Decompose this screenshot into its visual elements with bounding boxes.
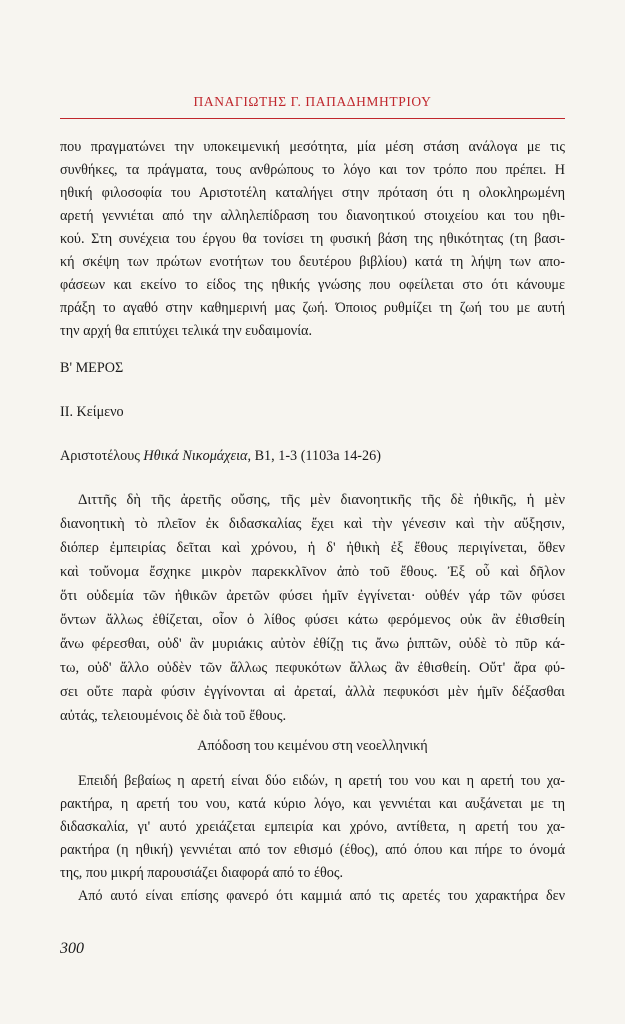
text-line: διδασκαλία, γι' αυτό χρειάζεται εμπειρία και χρόνο, αντίθετα, η αρετή του χα- xyxy=(60,819,565,835)
section-heading: Β' ΜΕΡΟΣ xyxy=(60,360,124,376)
text-line: της, που μικρή παρουσιάζει διαφορά από το έθος. xyxy=(60,865,344,881)
text-line: Από αυτό είναι επίσης φανερό ότι καμμιά από τις αρετές του χαρακτήρα δεν xyxy=(78,888,565,904)
greek-line: τω, οὐδ' ἄλλο οὐδὲν τῶν ἄλλως πεφυκότων ἄλλως ἂν ἐθισθείη. Οὔτ' ἄρα φύ- xyxy=(60,660,565,676)
text-line: φάσεων και εκείνο το είδος της ηθικής γνώσης που οφείλεται στο ότι κάνουμε xyxy=(60,277,565,293)
running-head: ΠΑΝΑΓΙΩΤΗΣ Γ. ΠΑΠΑΔΗΜΗΤΡΙΟΥ xyxy=(193,94,432,109)
greek-line: καὶ τοὔνομα ἔσχηκε μικρὸν παρεκκλῖνον ἀπὸ τοῦ ἔθους. Ἐξ οὗ καὶ δῆλον xyxy=(60,564,565,580)
intro-paragraph xyxy=(60,136,565,343)
greek-line: ὅτι οὐδεμία τῶν ἠθικῶν ἀρετῶν φύσει ἡμῖν ἐγγίνεται· οὐθέν γάρ τῶν φύσει xyxy=(60,588,565,604)
greek-line: σει οὔτε παρὰ φύσιν ἐγγίνονται αἱ ἀρεταί, ἀλλὰ πεφυκόσι μὲν ἡμῖν δέξασθαι xyxy=(60,684,565,700)
source-citation xyxy=(60,445,381,468)
translation-paragraph-1 xyxy=(60,770,565,885)
text-line: πράξη το αγαθό στην καθημερινή μας ζωή. Όποιος ρυθμίζει τη ζωή του με αυτή xyxy=(60,300,565,316)
greek-line: διόπερ ἐμπειρίας δεῖται καὶ χρόνου, ἡ δ' ἠθικὴ ἐξ ἔθους περιγίνεται, ὅθεν xyxy=(60,540,565,556)
text-line: ηθική φιλοσοφία του Αριστοτέλη καταλήγει στην πρόταση ότι η ολοκληρωμένη xyxy=(60,185,565,201)
greek-line: ὄντων ἄλλως ἐθίζεται, οἷον ὁ λίθος φύσει κάτω φερόμενος οὐκ ἂν ἐθισθείη xyxy=(60,612,565,628)
text-line: ρακτήρα (η ηθική) γεννιέται από τον εθισμό (έθος), από όπου και πήρε το όνομά xyxy=(60,842,565,858)
source-work-title: Ηθικά Νικομάχεια xyxy=(143,448,248,464)
text-line: αρετή γεννιέται από την αλληλεπίδραση του διανοητικού στοιχείου και του ηθι- xyxy=(60,208,565,224)
subsection-heading: ΙΙ. Κείμενο xyxy=(60,404,124,420)
greek-line: Διττῆς δὴ τῆς ἀρετῆς οὔσης, τῆς μὲν διανοητικῆς τῆς δὲ ἠθικῆς, ἡ μὲν xyxy=(78,492,565,508)
source-reference: , Β1, 1-3 (1103a 14-26) xyxy=(247,448,381,464)
header-rule xyxy=(60,118,565,119)
text-line: συνθήκες, τα πράγματα, τους ανθρώπους το λόγο και τον τρόπο που πρέπει. Η xyxy=(60,162,565,178)
text-line: κή σκέψη των πρώτων ενοτήτων του δευτέρου βιβλίου) κατά τη λήψη των απο- xyxy=(60,254,565,270)
text-line: ρακτήρα, η αρετή του νου, κατά κύριο λόγο, και γεννιέται και αυξάνεται με τη xyxy=(60,796,565,812)
text-line: την αρχή θα επιτύχει τελικά την ευδαιμονία. xyxy=(60,323,313,339)
text-line: κού. Στη συνέχεια του έργου θα τονίσει τη φυσική βάση της ηθικότητας (τη βασι- xyxy=(60,231,565,247)
page-number: 300 xyxy=(60,940,84,957)
greek-original-text xyxy=(60,488,565,728)
greek-line: αὐτάς, τελειουμένοις δὲ διὰ τοῦ ἔθους. xyxy=(60,708,287,724)
translation-paragraph-2 xyxy=(60,885,565,908)
source-author: Αριστοτέλους xyxy=(60,448,144,464)
greek-line: ἄνω φέρεσθαι, οὐδ' ἂν μυριάκις αὐτὸν ἐθίζῃ τις ἄνω ῥιπτῶν, οὐδὲ τὸ πῦρ κά- xyxy=(60,636,565,652)
translation-heading: Απόδοση του κειμένου στη νεοελληνική xyxy=(197,738,428,754)
text-line: Επειδή βεβαίως η αρετή είναι δύο ειδών, η αρετή του νου και η αρετή του χα- xyxy=(78,773,565,789)
greek-line: διανοητικὴ τὸ πλεῖον ἐκ διδασκαλίας ἔχει καὶ τὴν γένεσιν καὶ τὴν αὔξησιν, xyxy=(60,516,565,532)
text-line: που πραγματώνει την υποκειμενική μεσότητα, μία μέση στάση ανάλογα με τις xyxy=(60,139,565,155)
